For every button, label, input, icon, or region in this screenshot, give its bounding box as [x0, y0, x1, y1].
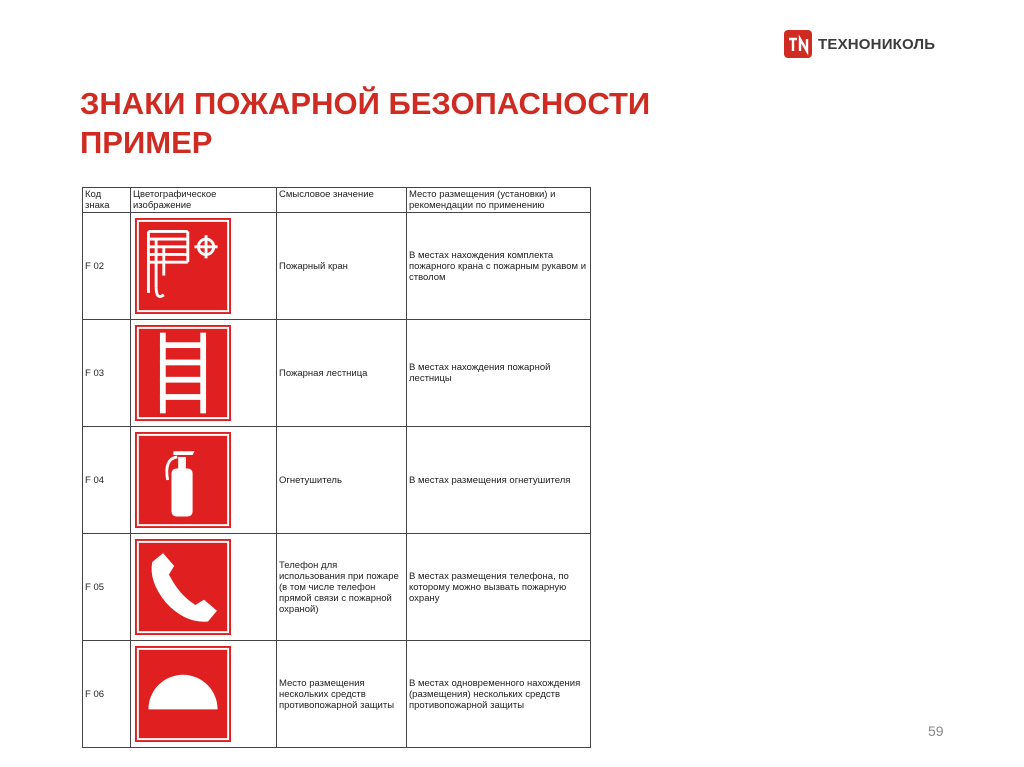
sign-image-cell	[131, 320, 277, 427]
brand-name: ТЕХНОНИКОЛЬ	[818, 35, 936, 53]
sign-code: F 03	[83, 320, 131, 427]
header-image: Цветографическое изображение	[131, 188, 277, 213]
table-row	[83, 213, 591, 320]
sign-meaning: Место размещения нескольких средств противопожарной защиты	[277, 641, 407, 748]
sign-placement: В местах нахождения комплекта пожарного крана с пожарным рукавом и стволом	[407, 213, 591, 320]
table-row	[83, 641, 591, 748]
fire-hose-reel-icon	[135, 218, 231, 314]
table-row	[83, 320, 591, 427]
table-header-row	[83, 188, 591, 213]
sign-placement: В местах нахождения пожарной лестницы	[407, 320, 591, 427]
sign-meaning: Телефон для использования при пожаре (в том числе телефон прямой связи с пожарной охраной)	[277, 534, 407, 641]
sign-image-cell	[131, 534, 277, 641]
header-code: Код знака	[83, 188, 131, 213]
sign-image-cell	[131, 427, 277, 534]
fire-equipment-group-icon	[135, 646, 231, 742]
sign-image-cell	[131, 213, 277, 320]
page-title	[80, 84, 650, 162]
sign-meaning: Пожарная лестница	[277, 320, 407, 427]
table-row	[83, 427, 591, 534]
sign-code: F 04	[83, 427, 131, 534]
technonicol-logo-icon	[784, 30, 812, 58]
title-line-2: ПРИМЕР	[80, 125, 213, 160]
sign-meaning: Пожарный кран	[277, 213, 407, 320]
brand-logo	[784, 30, 935, 58]
page-number: 59	[928, 723, 944, 739]
header-meaning: Смысловое значение	[277, 188, 407, 213]
sign-placement: В местах одновременного нахождения (размещения) нескольких средств противопожарной защиты	[407, 641, 591, 748]
fire-ladder-icon	[135, 325, 231, 421]
table-row	[83, 534, 591, 641]
sign-meaning: Огнетушитель	[277, 427, 407, 534]
sign-code: F 05	[83, 534, 131, 641]
fire-safety-signs-table	[82, 187, 591, 748]
fire-extinguisher-icon	[135, 432, 231, 528]
sign-image-cell	[131, 641, 277, 748]
sign-code: F 06	[83, 641, 131, 748]
sign-code: F 02	[83, 213, 131, 320]
sign-placement: В местах размещения огнетушителя	[407, 427, 591, 534]
sign-placement: В местах размещения телефона, по которому можно вызвать пожарную охрану	[407, 534, 591, 641]
title-line-1: ЗНАКИ ПОЖАРНОЙ БЕЗОПАСНОСТИ	[80, 86, 651, 121]
header-placement: Место размещения (установки) и рекомендации по применению	[407, 188, 591, 213]
telephone-icon	[135, 539, 231, 635]
